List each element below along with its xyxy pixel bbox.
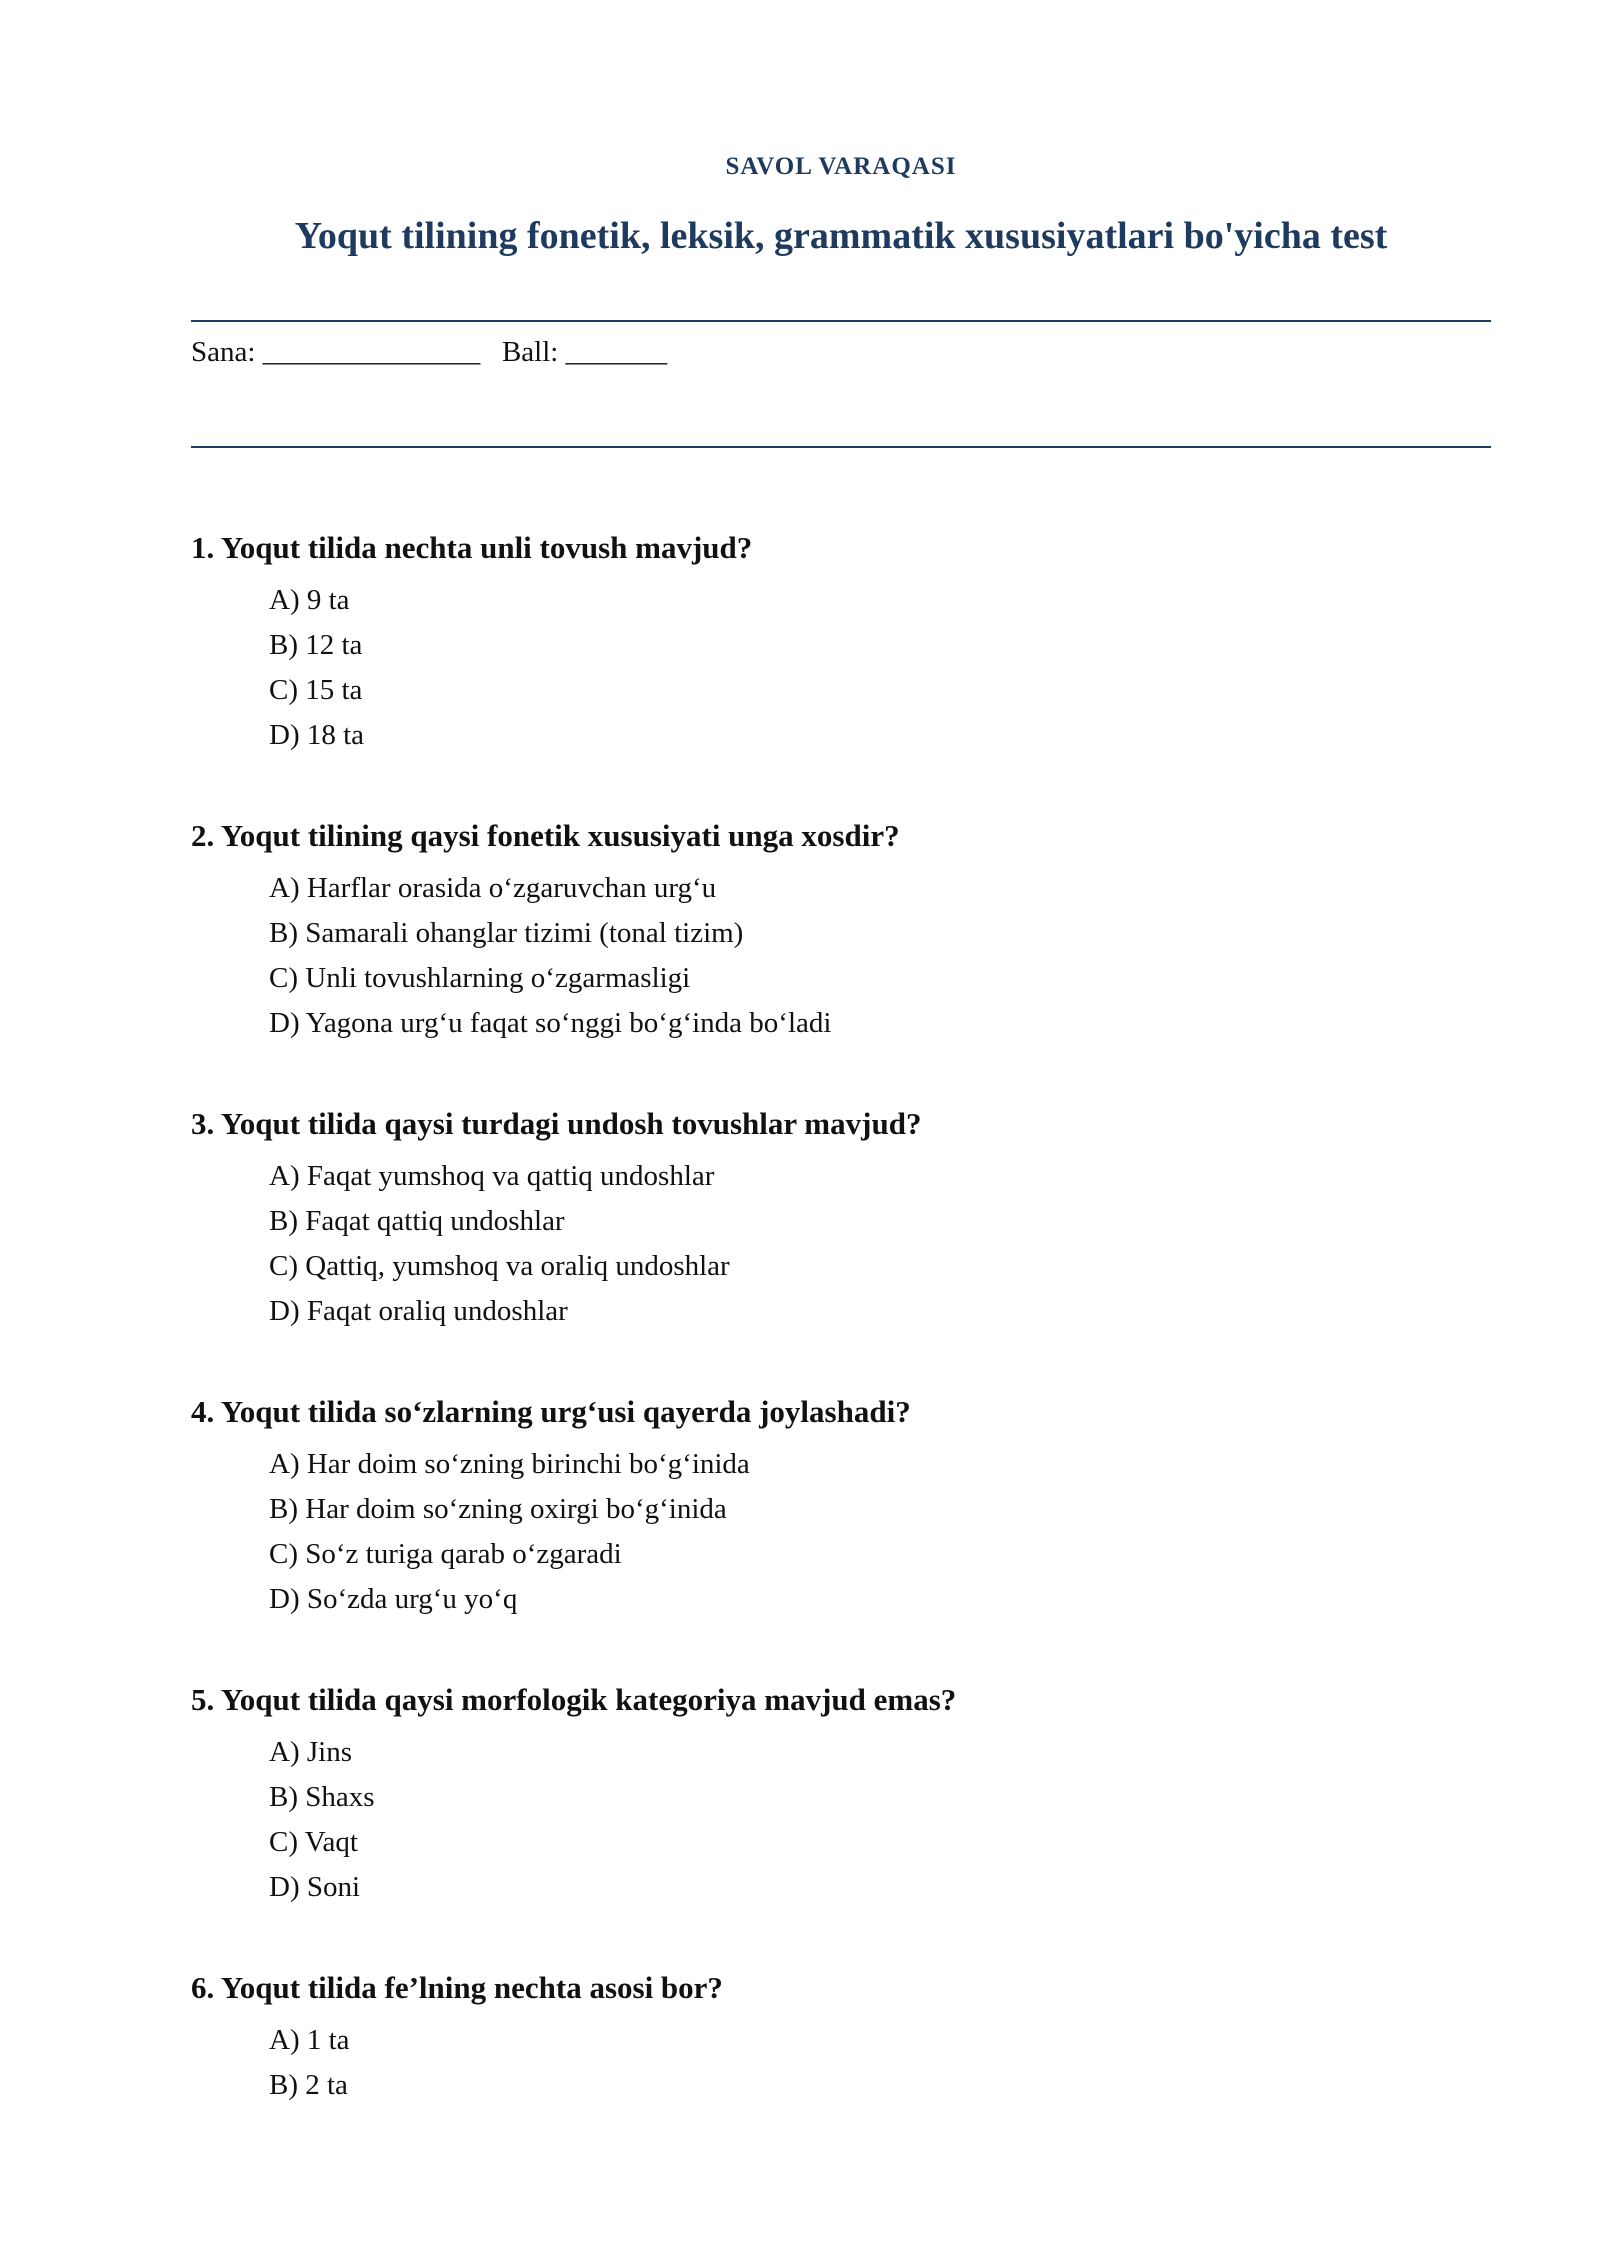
answer-option-b[interactable]: B) Har doim so‘zning oxirgi bo‘g‘inida bbox=[269, 1493, 727, 1525]
score-label: Ball: bbox=[501, 336, 559, 368]
answer-option-c[interactable]: C) Vaqt bbox=[269, 1826, 358, 1858]
question-text: 2. Yoqut tilining qaysi fonetik xususiyati unga xosdir? bbox=[191, 818, 900, 853]
date-blank: _______________ bbox=[262, 336, 481, 368]
answer-option-c[interactable]: C) 15 ta bbox=[269, 674, 363, 706]
answer-option-d[interactable]: D) Faqat oraliq undoshlar bbox=[269, 1295, 568, 1327]
date-label: Sana: bbox=[191, 336, 256, 368]
answer-option-a[interactable]: A) Har doim so‘zning birinchi bo‘g‘inida bbox=[269, 1448, 750, 1480]
question-text: 6. Yoqut tilida fe’lning nechta asosi bor? bbox=[191, 1970, 723, 2005]
answer-option-d[interactable]: D) 18 ta bbox=[269, 719, 365, 751]
answer-option-a[interactable]: A) 9 ta bbox=[269, 584, 350, 616]
header-divider-top bbox=[191, 320, 1491, 322]
question-text: 3. Yoqut tilida qaysi turdagi undosh tovushlar mavjud? bbox=[191, 1106, 922, 1141]
answer-option-c[interactable]: C) Qattiq, yumshoq va oraliq undoshlar bbox=[269, 1250, 730, 1282]
answer-option-b[interactable]: B) Faqat qattiq undoshlar bbox=[269, 1205, 565, 1237]
answer-option-b[interactable]: B) 12 ta bbox=[269, 629, 363, 661]
answer-option-a[interactable]: A) 1 ta bbox=[269, 2024, 350, 2056]
question-1 bbox=[191, 528, 1491, 816]
answer-option-d[interactable]: D) Yagona urg‘u faqat so‘nggi bo‘g‘inda bo‘ladi bbox=[269, 1007, 832, 1039]
question-6 bbox=[191, 1968, 1491, 2256]
question-3 bbox=[191, 1104, 1491, 1392]
answer-option-d[interactable]: D) So‘zda urg‘u yo‘q bbox=[269, 1583, 518, 1615]
answer-option-b[interactable]: B) Shaxs bbox=[269, 1781, 375, 1813]
question-2 bbox=[191, 816, 1491, 1104]
question-5 bbox=[191, 1680, 1491, 1968]
answer-option-c[interactable]: C) So‘z turiga qarab o‘zgaradi bbox=[269, 1538, 622, 1570]
answer-option-a[interactable]: A) Faqat yumshoq va qattiq undoshlar bbox=[269, 1160, 715, 1192]
answer-option-c[interactable]: C) Unli tovushlarning o‘zgarmasligi bbox=[269, 962, 691, 994]
answer-option-a[interactable]: A) Harflar orasida o‘zgaruvchan urg‘u bbox=[269, 872, 717, 904]
meta-line bbox=[191, 336, 667, 369]
answer-option-b[interactable]: B) Samarali ohanglar tizimi (tonal tizim) bbox=[269, 917, 744, 949]
answer-option-d[interactable]: D) Soni bbox=[269, 1871, 361, 1903]
header-divider-bottom bbox=[191, 446, 1491, 448]
question-text: 5. Yoqut tilida qaysi morfologik kategoriya mavjud emas? bbox=[191, 1682, 957, 1717]
sheet-kicker: SAVOL VARAQASI bbox=[725, 153, 957, 180]
score-blank: _______ bbox=[565, 336, 668, 368]
answer-option-a[interactable]: A) Jins bbox=[269, 1736, 352, 1768]
question-text: 4. Yoqut tilida so‘zlarning urg‘usi qayerda joylashadi? bbox=[191, 1394, 911, 1429]
question-4 bbox=[191, 1392, 1491, 1680]
page-title: Yoqut tilining fonetik, leksik, grammatik xususiyatlari bo'yicha test bbox=[294, 215, 1388, 257]
question-list bbox=[191, 528, 1491, 2256]
question-text: 1. Yoqut tilida nechta unli tovush mavjud? bbox=[191, 530, 753, 565]
answer-option-b[interactable]: B) 2 ta bbox=[269, 2069, 348, 2101]
